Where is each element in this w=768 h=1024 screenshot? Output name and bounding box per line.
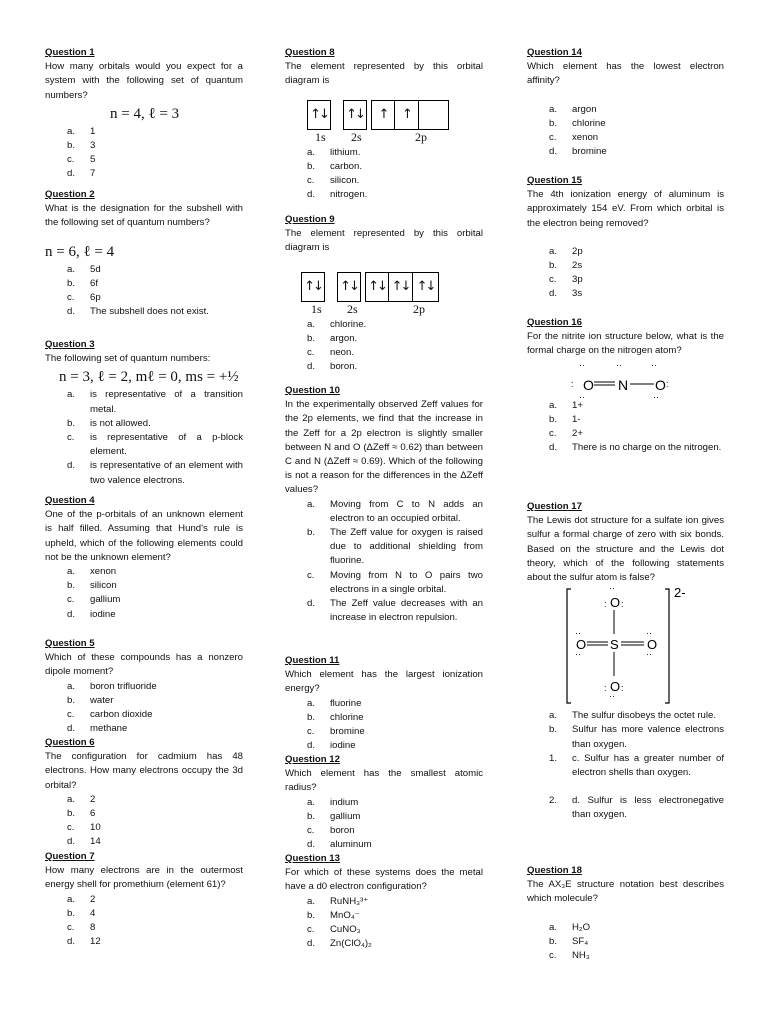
nitrite-ion-structure <box>527 359 724 399</box>
option-d[interactable]: d. There is no charge on the nitrogen. <box>549 442 722 454</box>
svg-text:··: ·· <box>651 359 657 370</box>
answer-options <box>45 263 243 320</box>
question-text: The configuration for cadmium has 48 electrons. How many electrons occupy the 3d orbital? <box>45 751 243 791</box>
svg-text::: : <box>621 683 624 694</box>
option-c[interactable]: c. xenon <box>549 132 599 144</box>
option-c[interactable]: c. 10 <box>67 822 101 834</box>
question-18 <box>527 864 724 963</box>
question-text: What is the designation for the subshell with the following set of quantum numbers? <box>45 203 243 229</box>
svg-text:··: ·· <box>616 359 622 370</box>
option-c[interactable]: c. carbon dioxide <box>67 709 153 721</box>
question-text: In the experimentally observed Zeff values for the 2p elements, we find that the increase in the Zeff for a 2p electron is slightly smaller between N and O (ΔZeff ≈ 0.62) than between C and N (ΔZeff ≈ 0.69). Which of the following is not a reason for the differences in the ΔZeff values? <box>285 399 483 496</box>
svg-text:··: ·· <box>609 585 615 594</box>
svg-text::: : <box>604 599 607 610</box>
question-text: The 4th ionization energy of aluminum is approximately 154 eV. From which orbital is the electron being removed? <box>527 189 724 229</box>
option-c[interactable]: c. 2+ <box>549 428 583 440</box>
option-c[interactable]: c. 5 <box>67 154 96 166</box>
option-b[interactable]: b. MnO₄⁻ <box>307 909 360 921</box>
option-c[interactable]: c. 8 <box>67 922 96 934</box>
question-title: Question 15 <box>527 175 582 186</box>
option-d[interactable]: d. Zn(ClO₄)₂ <box>307 938 372 950</box>
option-a[interactable]: a. argon <box>549 103 597 115</box>
quantum-formula: n = 6, ℓ = 4 <box>45 243 115 260</box>
question-title: Question 12 <box>285 754 340 765</box>
option-c[interactable]: c. boron <box>307 825 355 837</box>
option-a[interactable]: a. Moving from C to N adds an electron to an occupied orbital. <box>307 498 483 524</box>
option-c[interactable]: c. NH₃ <box>549 950 590 962</box>
svg-text:··: ·· <box>646 649 652 660</box>
question-title: Question 5 <box>45 638 95 649</box>
question-16 <box>527 316 724 500</box>
option-a[interactable]: a. The sulfur disobeys the octet rule. <box>549 710 716 722</box>
sulfur-atom: S <box>610 637 619 653</box>
question-15 <box>527 174 724 316</box>
svg-text:··: ·· <box>579 391 585 399</box>
option-c[interactable]: c. neon. <box>307 347 355 359</box>
svg-text::: : <box>666 378 669 389</box>
option-a[interactable]: a. boron trifluoride <box>67 680 157 692</box>
svg-text::: : <box>621 599 624 610</box>
option-a[interactable]: a. fluorine <box>307 697 362 709</box>
option-b[interactable]: b. chlorine <box>307 711 364 723</box>
option-d[interactable]: d. The subshell does not exist. <box>67 306 209 318</box>
option-b[interactable]: b. chlorine <box>549 117 606 129</box>
option-a[interactable]: a. 2 <box>67 793 96 805</box>
orbital-box-2s: ↑↓ <box>337 272 361 302</box>
option-d[interactable]: d. 14 <box>67 836 101 848</box>
option-b[interactable]: b. SF₄ <box>549 935 589 947</box>
option-d[interactable]: d. iodine <box>307 740 356 752</box>
option-b[interactable]: b. 1- <box>549 413 581 425</box>
question-title: Question 17 <box>527 501 582 512</box>
question-title: Question 1 <box>45 47 95 58</box>
question-3 <box>45 338 243 494</box>
question-text: The element represented by this orbital diagram is <box>285 61 483 87</box>
question-14 <box>527 46 724 174</box>
orbital-label: 1s <box>315 129 326 144</box>
option-d[interactable]: d. 3s <box>549 288 583 300</box>
question-text: Which element has the lowest electron affinity? <box>527 61 724 87</box>
svg-text:··: ·· <box>575 628 581 639</box>
orbital-box-1s: ↑↓ <box>301 272 325 302</box>
orbital-box-2p-1: ↑↓ <box>365 272 389 302</box>
question-text: The AX₃E structure notation best describes which molecule? <box>527 879 724 905</box>
answer-options <box>285 697 483 754</box>
quantum-formula: n = 4, ℓ = 3 <box>110 105 180 122</box>
question-title: Question 13 <box>285 853 340 864</box>
question-title: Question 7 <box>45 851 95 862</box>
option-d[interactable]: d. The Zeff value decreases with an increase in electron repulsion. <box>307 598 483 624</box>
option-b[interactable]: b. 3 <box>67 140 96 152</box>
option-b[interactable]: b. Sulfur has more valence electrons than oxygen. <box>549 724 724 750</box>
question-title: Question 8 <box>285 47 335 58</box>
quantum-formula: n = 3, ℓ = 2, mℓ = 0, ms = +½ <box>59 369 239 386</box>
answer-options <box>45 680 243 737</box>
question-title: Question 18 <box>527 865 582 876</box>
option-a[interactable]: a. chlorine. <box>307 318 367 330</box>
option-a[interactable]: a. lithium. <box>307 146 361 158</box>
svg-text:··: ·· <box>646 628 652 639</box>
option-a[interactable]: a. xenon <box>67 566 117 578</box>
orbital-label: 1s <box>311 301 322 316</box>
answer-options <box>527 709 724 822</box>
option-b[interactable]: b. water <box>67 694 114 706</box>
option-c[interactable]: c. 6p <box>67 292 101 304</box>
question-1 <box>45 46 243 188</box>
option-c[interactable]: c. CuNO₃ <box>307 924 361 936</box>
orbital-diagram <box>285 272 483 318</box>
question-6 <box>45 736 243 850</box>
oxygen-atom: O <box>655 376 666 393</box>
orbital-box-2p-2: ↑ <box>395 100 419 130</box>
oxygen-atom: O <box>576 637 587 653</box>
option-d[interactable]: d. nitrogen. <box>307 189 368 201</box>
answer-options <box>285 146 483 203</box>
question-text: Which element has the smallest atomic radius? <box>285 768 483 794</box>
answer-options <box>527 103 724 160</box>
answer-options <box>527 921 724 964</box>
nitrogen-atom: N <box>618 376 629 393</box>
question-title: Question 10 <box>285 385 340 396</box>
option-a[interactable]: a. 5d <box>67 263 101 275</box>
orbital-label: 2s <box>347 301 358 316</box>
option-d[interactable]: d. bromine <box>549 146 607 158</box>
svg-text:··: ·· <box>609 691 615 702</box>
orbital-box-2p-2: ↑↓ <box>389 272 413 302</box>
answer-options <box>45 125 243 182</box>
oxygen-atom: O <box>583 376 594 393</box>
question-title: Question 3 <box>45 339 95 350</box>
svg-text:··: ·· <box>575 649 581 660</box>
orbital-box-1s: ↑↓ <box>307 100 331 130</box>
question-title: Question 14 <box>527 47 582 58</box>
option-a[interactable]: a. indium <box>307 796 359 808</box>
question-4 <box>45 494 243 637</box>
question-text: The following set of quantum numbers: <box>45 353 211 365</box>
option-d[interactable]: d. boron. <box>307 361 358 373</box>
orbital-box-2p-3: ↑↓ <box>413 272 439 302</box>
oxygen-atom: O <box>610 679 621 695</box>
question-title: Question 4 <box>45 495 95 506</box>
option-c[interactable]: c. gallium <box>67 594 121 606</box>
svg-text::: : <box>604 683 607 694</box>
question-9 <box>285 213 483 384</box>
option-c[interactable]: c. silicon. <box>307 175 360 187</box>
option-c[interactable]: c. 3p <box>549 274 583 286</box>
answer-options <box>285 318 483 375</box>
option-b[interactable]: b. is not allowed. <box>67 417 151 429</box>
answer-options <box>45 565 243 622</box>
column-1 <box>45 46 243 949</box>
answer-options <box>527 245 724 302</box>
question-13 <box>285 852 483 951</box>
option-b[interactable]: b. The Zeff value for oxygen is raised due to additional shielding from fluorine. <box>307 527 483 567</box>
answer-options <box>285 796 483 853</box>
orbital-label: 2p <box>415 129 427 144</box>
option-d[interactable]: d. 7 <box>67 168 96 180</box>
option-b[interactable]: b. gallium <box>307 810 361 822</box>
orbital-box-2s: ↑↓ <box>343 100 367 130</box>
option-d[interactable]: d. methane <box>67 723 128 735</box>
question-5 <box>45 637 243 736</box>
answer-options <box>45 388 243 487</box>
option-b[interactable]: b. argon. <box>307 332 358 344</box>
svg-text:··: ·· <box>579 359 585 370</box>
option-a[interactable]: a. 2p <box>549 245 583 257</box>
option-c[interactable]: c. bromine <box>307 726 365 738</box>
option-b[interactable]: b. 6f <box>67 277 99 289</box>
question-text: For which of these systems does the metal have a d0 electron configuration? <box>285 867 483 893</box>
option-a[interactable]: a. 2 <box>67 893 96 905</box>
question-text: The element represented by this orbital diagram is <box>285 228 483 254</box>
question-text: How many electrons are in the outermost energy shell for promethium (element 61)? <box>45 865 243 891</box>
question-8 <box>285 46 483 213</box>
option-b[interactable]: b. 6 <box>67 808 96 820</box>
question-title: Question 9 <box>285 214 335 225</box>
option-b[interactable]: b. 4 <box>67 907 96 919</box>
ion-charge: 2- <box>674 585 686 601</box>
question-2 <box>45 188 243 338</box>
option-d[interactable]: d. aluminum <box>307 839 372 851</box>
option-d[interactable]: d. iodine <box>67 608 116 620</box>
question-text: One of the p-orbitals of an unknown element is half filled. Assuming that Hund's rule is upheld, which of the following elements could not be the unknown element? <box>45 509 243 563</box>
answer-options <box>45 893 243 950</box>
option-c[interactable]: c. is representative of a p-block element. <box>67 432 243 458</box>
sulfate-ion-structure <box>527 585 724 709</box>
orbital-label: 2s <box>351 129 362 144</box>
question-text: The Lewis dot structure for a sulfate ion gives sulfur a formal charge of zero with six bonds. Based on the structure and the Lewis dot theory, which of the following statements about the sulfur atom is false? <box>527 515 724 584</box>
option-b[interactable]: b. carbon. <box>307 160 362 172</box>
svg-text::: : <box>571 378 574 389</box>
question-7 <box>45 850 243 949</box>
option-d[interactable]: d. 12 <box>67 936 101 948</box>
option-a[interactable]: a. is representative of a transition metal. <box>67 389 243 415</box>
orbital-box-2p-3 <box>419 100 449 130</box>
option-d[interactable]: 2. d. Sulfur is less electronegative than oxygen. <box>549 795 724 821</box>
option-a[interactable]: a. 1 <box>67 125 96 137</box>
oxygen-atom: O <box>647 637 658 653</box>
question-text: For the nitrite ion structure below, what is the formal charge on the nitrogen atom? <box>527 331 724 357</box>
option-d[interactable]: d. is representative of an element with two valence electrons. <box>67 460 243 486</box>
option-c[interactable]: 1. c. Sulfur has a greater number of electron shells than oxygen. <box>549 752 724 779</box>
question-11 <box>285 654 483 753</box>
question-17 <box>527 500 724 864</box>
svg-text:··: ·· <box>653 391 659 399</box>
column-3 <box>527 46 724 963</box>
orbital-box-2p-1: ↑ <box>371 100 395 130</box>
question-title: Question 6 <box>45 737 95 748</box>
orbital-diagram <box>285 100 483 146</box>
option-a[interactable]: a. 1+ <box>549 399 583 411</box>
question-text: Which element has the largest ionization energy? <box>285 669 483 695</box>
question-title: Question 11 <box>285 655 340 666</box>
option-b[interactable]: b. 2s <box>549 260 583 272</box>
column-2 <box>285 46 483 951</box>
oxygen-atom: O <box>610 595 621 611</box>
option-c[interactable]: c. Moving from N to O pairs two electrons in a single orbital. <box>307 569 483 595</box>
question-title: Question 16 <box>527 317 582 328</box>
question-10 <box>285 384 483 654</box>
answer-options <box>285 895 483 952</box>
orbital-label: 2p <box>413 301 425 316</box>
answer-options <box>45 793 243 850</box>
option-a[interactable]: a. H₂O <box>549 921 591 933</box>
question-12 <box>285 753 483 852</box>
answer-options <box>527 399 724 456</box>
option-a[interactable]: a. RuNH₃³⁺ <box>307 895 369 907</box>
question-text: How many orbitals would you expect for a system with the following set of quantum numbers? <box>45 61 243 101</box>
question-text: Which of these compounds has a nonzero dipole moment? <box>45 652 243 678</box>
option-b[interactable]: b. silicon <box>67 580 117 592</box>
question-title: Question 2 <box>45 189 95 200</box>
answer-options <box>285 498 483 626</box>
